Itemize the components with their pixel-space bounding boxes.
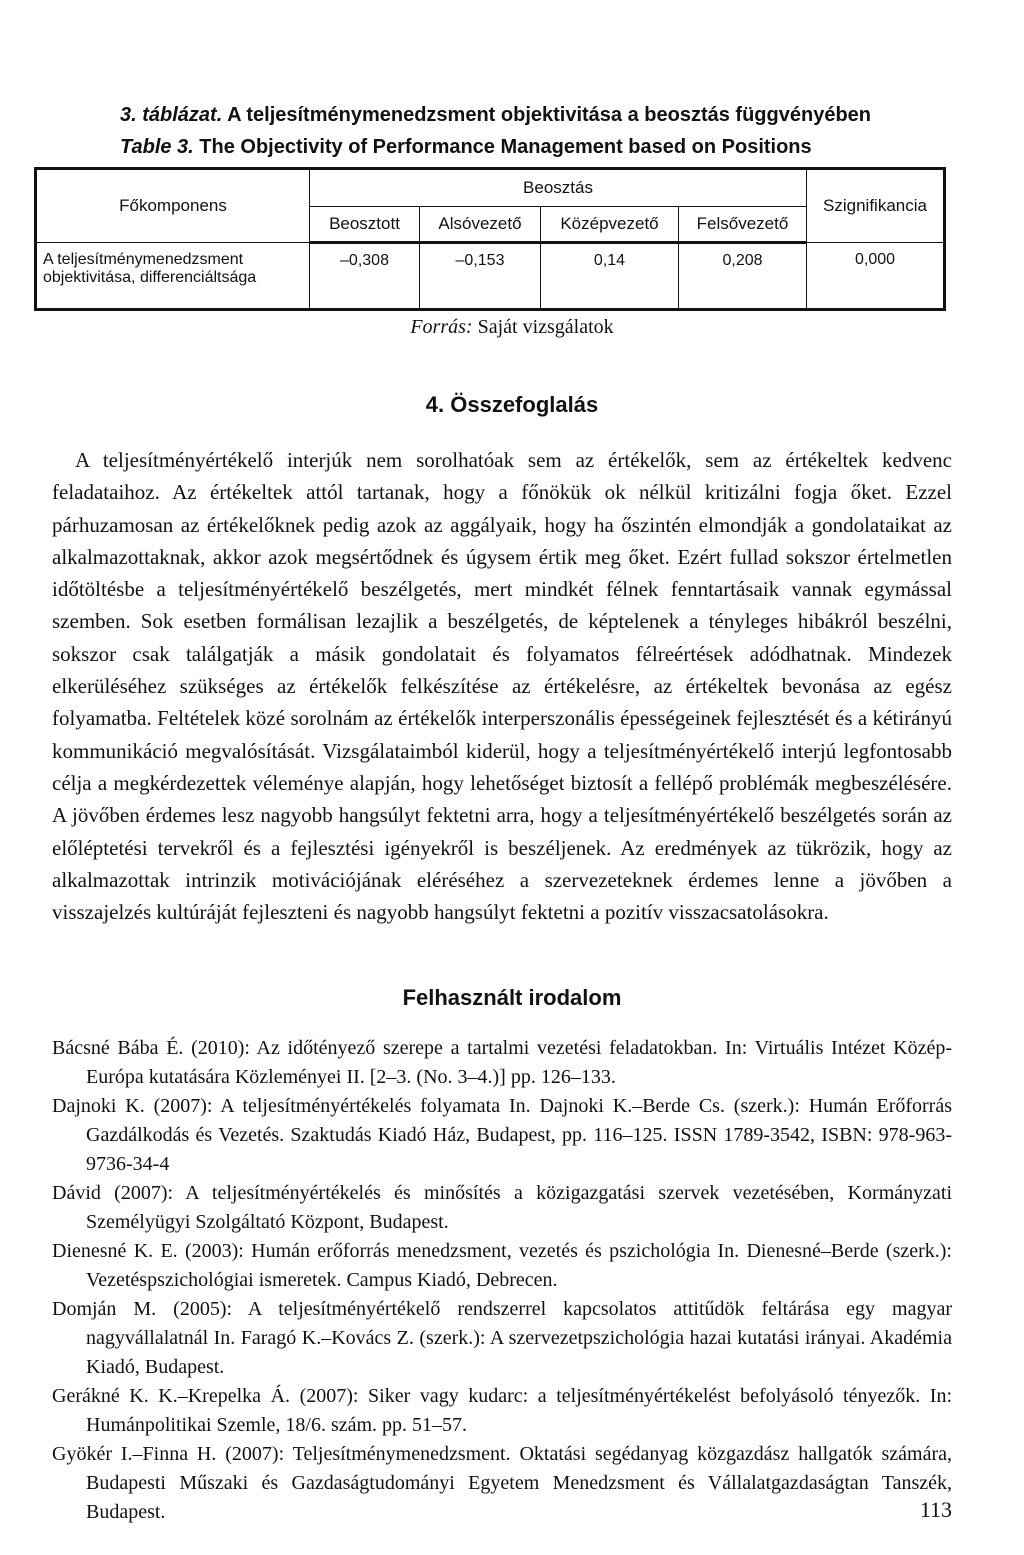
list-item: Gerákné K. K.–Krepelka Á. (2007): Siker vagy kudarc: a teljesítményértékelést befolyásoló tényezők. In: Humánpolitikai Szemle, 18/6. szám. pp. 51–57. xyxy=(52,1385,952,1436)
col-header-sub: Alsóvezető xyxy=(420,207,541,243)
list-item: Dienesné K. E. (2003): Humán erőforrás menedzsment, vezetés és pszichológia In. Dienesné–Berde (szerk.): Vezetéspszichológiai ismeretek. Campus Kiadó, Debrecen. xyxy=(52,1240,952,1291)
list-item: Dajnoki K. (2007): A teljesítményértékelés folyamata In. Dajnoki K.–Berde Cs. (szerk.): Humán Erőforrás Gazdálkodás és Vezetés. Szaktudás Kiadó Ház, Budapest, pp. 116–125. ISSN 1789-3542, ISBN: 978-963-9736-34-4 xyxy=(52,1095,952,1175)
table-source xyxy=(0,316,1024,339)
col-header-main: Főkomponens xyxy=(36,169,310,243)
results-table xyxy=(34,167,946,311)
cell-value: 0,208 xyxy=(679,243,807,310)
table-label-hu: 3. táblázat. xyxy=(120,104,223,126)
table-title-hu: A teljesítménymenedzsment objektivitása a beosztás függvényében xyxy=(227,104,871,126)
section-heading: 4. Összefoglalás xyxy=(425,392,599,417)
source-label: Forrás: xyxy=(410,316,473,338)
table-label-en: Table 3. xyxy=(120,136,194,158)
table-caption-en xyxy=(120,136,812,159)
reference-list xyxy=(52,1034,952,1527)
list-item: Bácsné Bába É. (2010): Az időtényező szerepe a tartalmi vezetési feladatokban. In: Virtuális Intézet Közép-Európa kutatására Közleményei II. [2–3. (No. 3–4.)] pp. 126–133. xyxy=(52,1037,952,1088)
list-item: Domján M. (2005): A teljesítményértékelő rendszerrel kapcsolatos attitűdök feltárása egy magyar nagyvállalatnál In. Faragó K.–Kovács Z. (szerk.): A szervezetpszichológia hazai kutatási irányai. Akadémia Kiadó, Budapest. xyxy=(52,1298,952,1378)
table-row xyxy=(36,243,945,310)
col-header-sub: Felsővezető xyxy=(679,207,807,243)
cell-value: –0,153 xyxy=(420,243,541,310)
col-header-group: Beosztás xyxy=(310,169,807,207)
list-item: Dávid (2007): A teljesítményértékelés és minősítés a közigazgatási szervek vezetésében, Kormányzati Személyügyi Szolgáltató Központ, Budapest. xyxy=(52,1182,952,1233)
cell-value: –0,308 xyxy=(310,243,420,310)
col-header-sub: Középvezető xyxy=(541,207,679,243)
cell-sig: 0,000 xyxy=(807,243,945,310)
col-header-sig: Szignifikancia xyxy=(807,169,945,243)
cell-value: 0,14 xyxy=(541,243,679,310)
table-title-en: The Objectivity of Performance Management based on Positions xyxy=(199,136,812,158)
page-number: 113 xyxy=(919,1497,952,1522)
table-caption-hu xyxy=(120,104,871,127)
row-label: A teljesítménymenedzsment objektivitása, differenciáltsága xyxy=(36,243,310,310)
col-header-sub: Beosztott xyxy=(310,207,420,243)
summary-paragraph: A teljesítményértékelő interjúk nem sorolhatóak sem az értékelők, sem az értékeltek kedvenc feladataihoz. Az értékeltek attól tartanak, hogy a főnökük ok nélkül kritizálni fogja őket. Ezzel párhuzamosan az értékelőknek pedig azok az aggályaik, hogy ha őszintén elmondják a gondolataikat az alkalmazottaknak, akkor azok megsértődnek és úgysem értik meg őket. Ezért fullad sokszor értelmetlen időtöltésbe a teljesítményértékelő beszélgetés, mert mindkét félnek fenntartásaik vannak egymással szemben. Sok esetben formálisan lezajlik a beszélgetés, de képtelenek a tényleges hibákról beszélni, sokszor csak találgatják a másik gondolatait és folyamatos félreértések adódhatnak. Mindezek elkerüléséhez szükséges az értékelők felkészítése az értékelésre, az értékeltek bevonása az egész folyamatba. Feltételek közé sorolnám az értékelők interperszonális épességeinek fejlesztését és a kétirányú kommunikáció megvalósítását. Vizsgálataimból kiderül, hogy a teljesítményértékelő interjú legfontosabb célja a megkérdezettek véleménye alapján, hogy lehetőséget biztosít a fellépő problémák megbeszélésére. A jövőben érdemes lesz nagyobb hangsúlyt fektetni arra, hogy a teljesítményértékelő beszélgetés során az előléptetési tervekről és a fejlesztési igényekről is beszéljenek. Az eredmények az tükrözik, hogy az alkalmazottak intrinzik motivációjának eléréséhez a szervezeteknek érdemes lenne a jövőben a visszajelzés kultúráját fejleszteni és nagyobb hangsúlyt fektetni a pozitív visszacsatolásokra. xyxy=(52,448,952,925)
source-text: Saját vizsgálatok xyxy=(477,316,614,338)
list-item: Gyökér I.–Finna H. (2007): Teljesítménymenedzsment. Oktatási segédanyag közgazdász hallgatók számára, Budapesti Műszaki és Gazdaságtudományi Egyetem Menedzsment és Vállalatgazdaságtan Tanszék, Budapest. xyxy=(52,1443,952,1523)
literature-heading: Felhasznált irodalom xyxy=(402,985,622,1010)
